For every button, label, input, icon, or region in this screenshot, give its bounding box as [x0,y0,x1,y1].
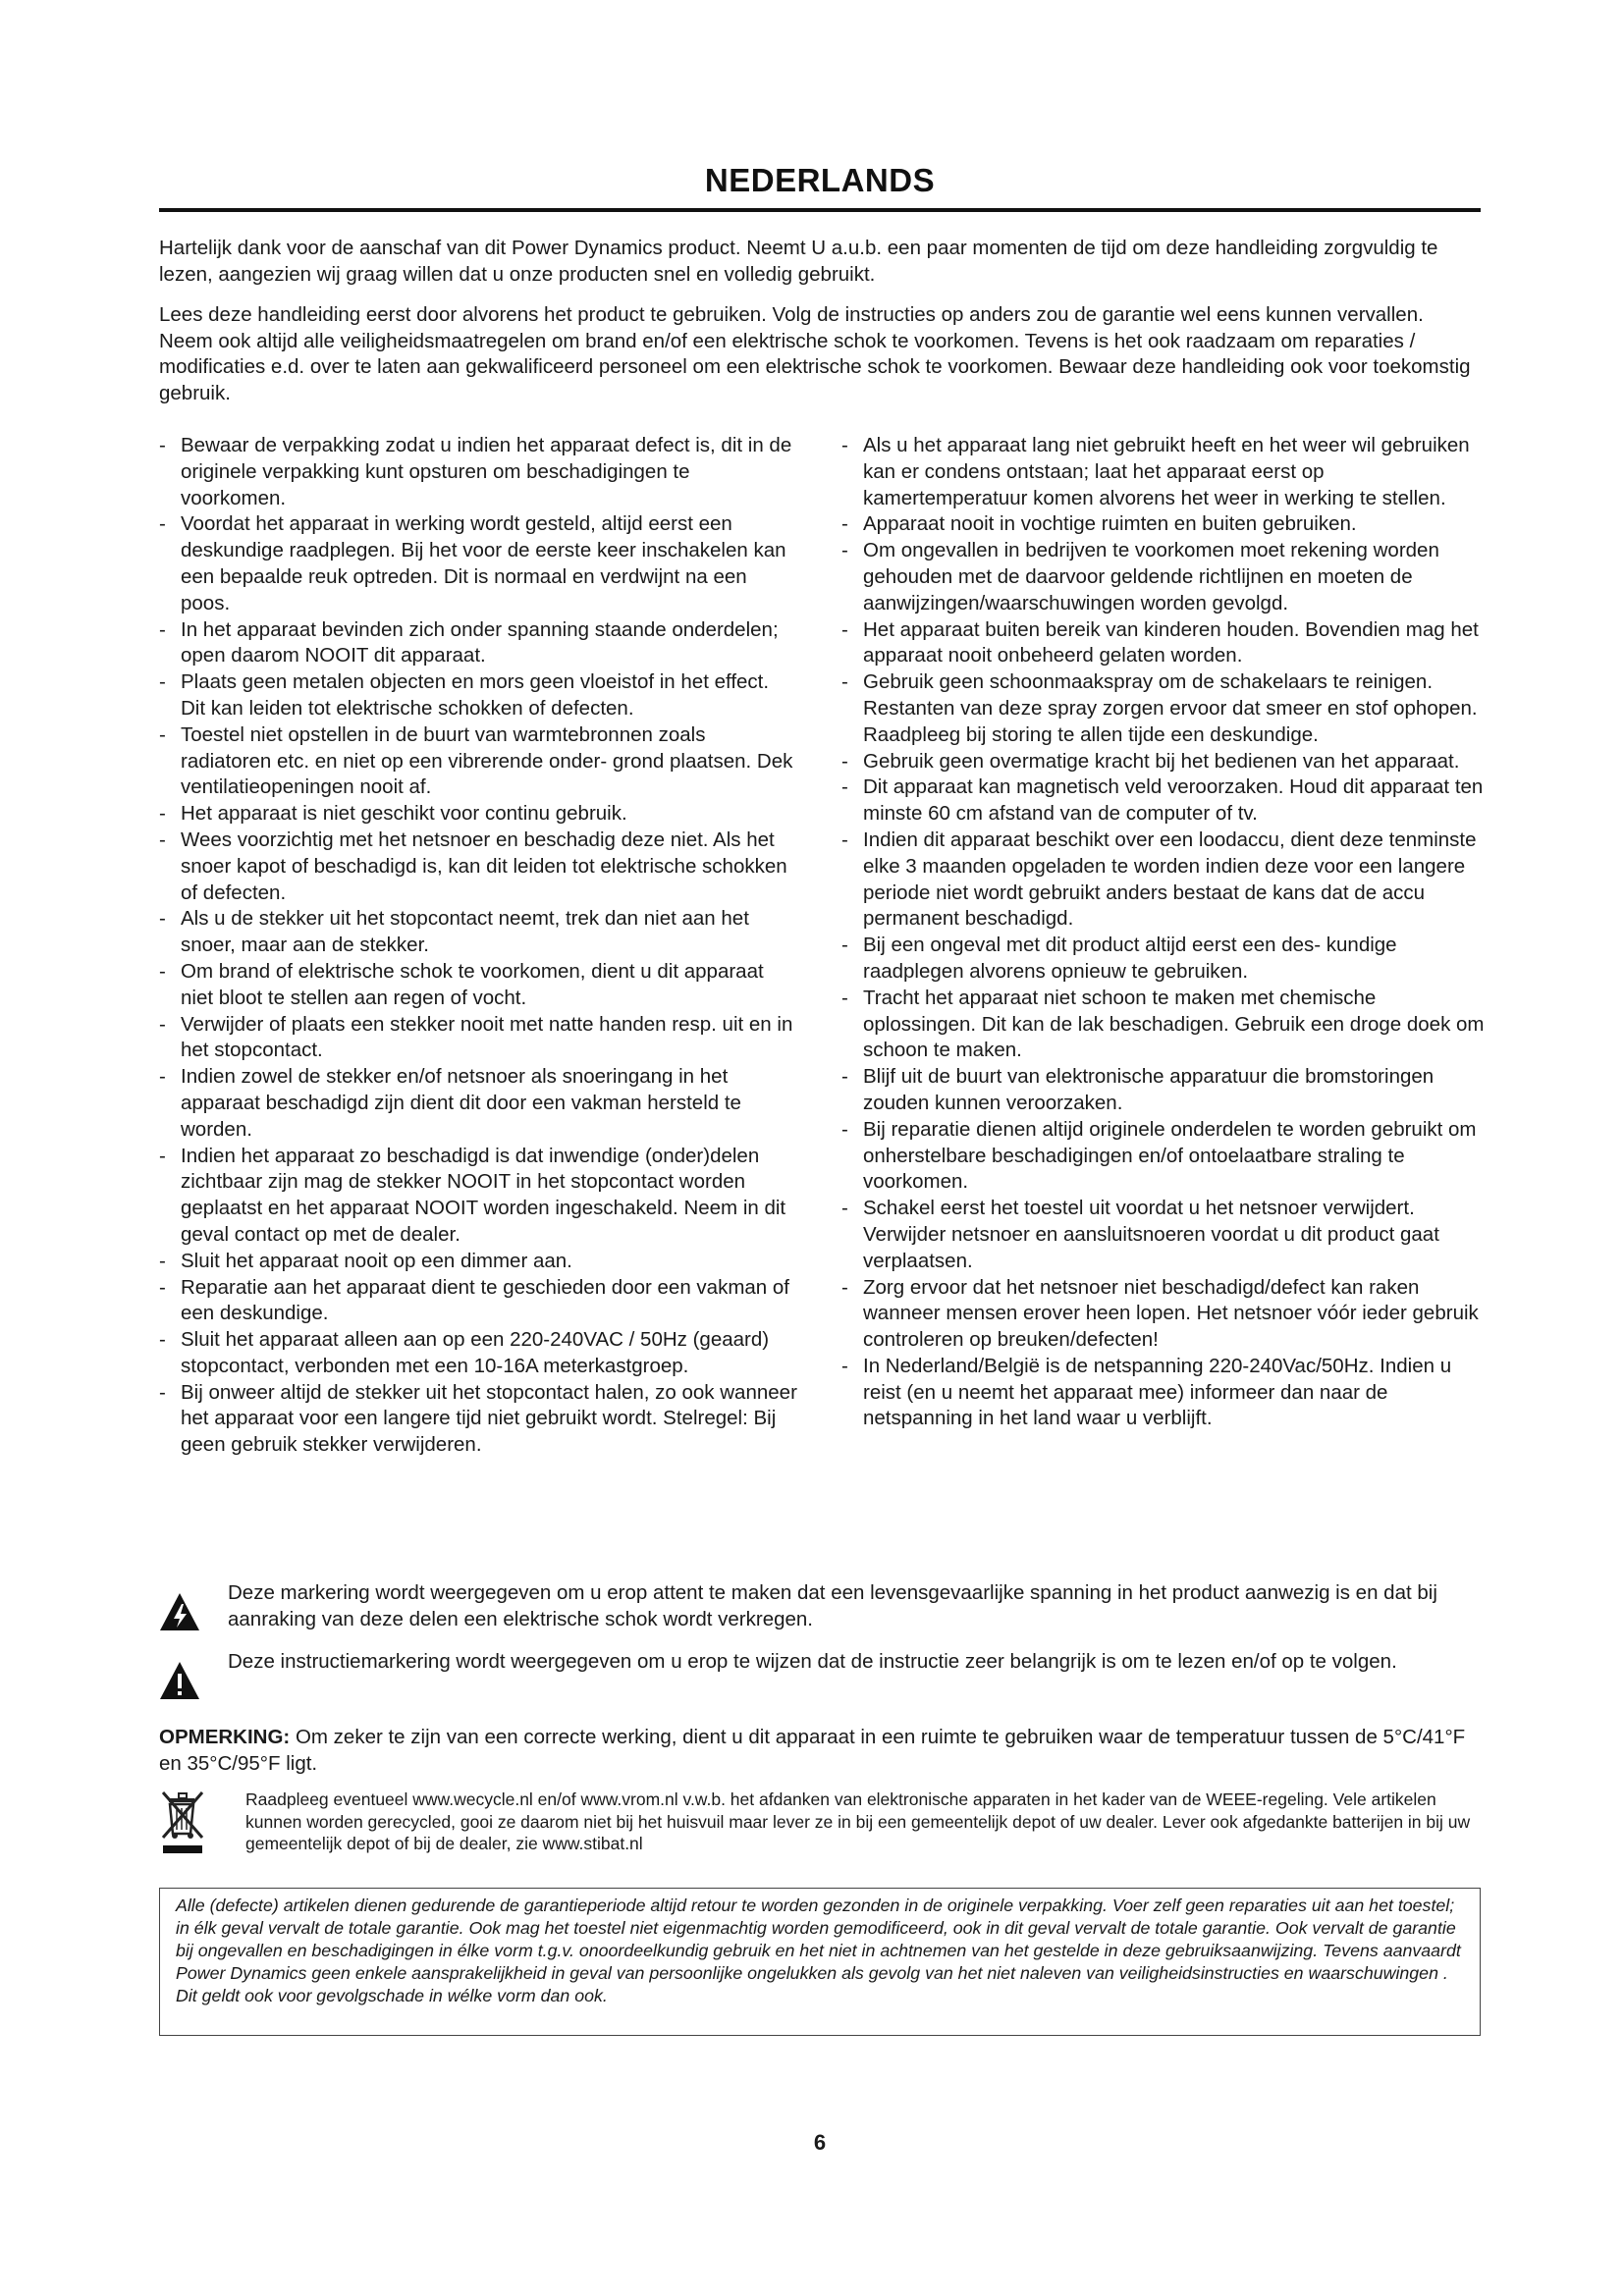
bullet-dash: - [841,1065,848,1089]
list-item-text: Plaats geen metalen objecten en mors geen vloeistof in het effect. Dit kan leiden tot elektrische schokken of defecten. [181,670,770,720]
list-item-text: Tracht het apparaat niet schoon te maken met chemische oplossingen. Dit kan de lak beschadigen. Gebruik een droge doek om schoon te maken. [863,986,1485,1062]
bullet-dash: - [159,1144,166,1167]
list-item [841,538,1485,616]
lightning-triangle-icon [159,1592,200,1631]
list-item-text: Als u de stekker uit het stopcontact neemt, trek dan niet aan het snoer, maar aan de stekker. [181,907,749,957]
bullet-dash: - [841,539,848,562]
list-item [159,1275,797,1328]
list-item [159,433,797,511]
intro-paragraph-1: Hartelijk dank voor de aanschaf van dit Power Dynamics product. Neemt U a.u.b. een paar momenten de tijd om deze handleiding zorgvuldig te lezen, aangezien wij graag willen dat u onze producten snel en volledig gebruikt. [159,237,1438,286]
list-item-text: Als u het apparaat lang niet gebruikt heeft en het weer wil gebruiken kan er condens ontstaan; laat het apparaat eerst op kamertemperatuur komen alvorens het weer in werking te stellen. [863,434,1470,509]
instruction-warning [159,1649,1481,1676]
list-item-text: In Nederland/België is de netspanning 220-240Vac/50Hz. Indien u reist (en u neemt het apparaat mee) informeer dan naar de netspanning in het land waar u verblijft. [863,1354,1452,1430]
bullet-dash: - [159,907,166,931]
list-item [841,511,1485,538]
bullet-dash: - [159,617,166,641]
list-item [159,1012,797,1065]
list-item-text: Voordat het apparaat in werking wordt gesteld, altijd eerst een deskundige raadplegen. Bij het voor de eerste keer inschakelen kan een bepaalde reuk optreden. Dit is normaal en verdwijnt na een poos. [181,512,786,614]
warranty-text: Alle (defecte) artikelen dienen gedurende de garantieperiode altijd retour te worden gezonden in de originele verpakking. Voer zelf geen reparaties uit aan het toestel; in élk geval vervalt de totale garantie. Ook mag het toestel niet eigenmachtig worden gemodificeerd, ook in dit geval vervalt de totale garantie. Ook vervalt de garantie bij ongevallen en beschadigingen in élke vorm t.g.v. onoordeelkundig gebruik en het niet in achtnemen van het gestelde in deze gebruiksaanwijzing. Tevens aanvaardt Power Dynamics geen enkele aansprakelijkheid in geval van persoonlijke ongelukken als gevolg van het niet naleven van veiligheidsinstructies en waarschuwingen . Dit geldt ook voor gevolgschade in wélke vorm dan ook. [176,1896,1461,2005]
bullet-dash: - [159,434,166,456]
safety-list-right [841,433,1485,1432]
page-number: 6 [813,2130,827,2155]
list-item [159,1249,797,1275]
list-item [159,1380,797,1459]
bullet-dash: - [841,670,848,694]
bullet-dash: - [159,802,166,826]
list-item [841,1275,1485,1354]
page-title: NEDERLANDS [704,162,936,198]
exclamation-triangle-icon [159,1661,200,1700]
list-item-text: Indien zowel de stekker en/of netsnoer als snoeringang in het apparaat beschadigd zijn dient dit door een vakman hersteld te worden. [181,1065,741,1141]
bullet-dash: - [159,512,166,536]
safety-list-left [159,433,797,1459]
list-item-text: Sluit het apparaat alleen aan op een 220-240VAC / 50Hz (geaard) stopcontact, verbonden met een 10-16A meterkastgroep. [181,1328,770,1377]
weee-text: Raadpleeg eventueel www.wecycle.nl en/of www.vrom.nl v.w.b. het afdanken van elektronische apparaten in het kader van de WEEE-regeling. Vele artikelen kunnen worden gerecycled, gooi ze daarom niet bij het huisvuil maar lever ze in bij een gemeentelijk depot of uw dealer. Lever ook afgedankte batterijen in bij uw gemeentelijk depot of bij de dealer, zie www.stibat.nl [245,1789,1471,1853]
list-item [841,433,1485,511]
weee-notice [159,1789,1481,1855]
list-item [159,617,797,670]
list-item-text: Toestel niet opstellen in de buurt van warmtebronnen zoals radiatoren etc. en niet op een vibrerende onder- grond plaatsen. Dek ventilatieopeningen nooit af. [181,722,793,799]
bullet-dash: - [841,986,848,1009]
list-item-text: Bij reparatie dienen altijd originele onderdelen te worden gebruikt om onherstelbare beschadigingen en/of ontoelaatbare straling te voorkomen. [863,1117,1477,1194]
bullet-dash: - [841,434,848,456]
list-item [841,669,1485,748]
list-item [841,828,1485,933]
list-item-text: Bij onweer altijd de stekker uit het stopcontact halen, zo ook wanneer het apparaat voor een langere tijd niet gebruikt wordt. Stelregel: Bij geen gebruik stekker verwijderen. [181,1380,797,1457]
warranty-box [159,1888,1481,2036]
bullet-dash: - [841,828,848,851]
list-item-text: Verwijder of plaats een stekker nooit met natte handen resp. uit en in het stopcontact. [181,1012,793,1062]
list-item-text: Gebruik geen overmatige kracht bij het bedienen van het apparaat. [863,749,1460,773]
voltage-warning [159,1580,1481,1632]
bullet-dash: - [159,828,166,851]
intro-paragraph-2: Lees deze handleiding eerst door alvorens het product te gebruiken. Volg de instructies op anders zou de garantie wel eens kunnen vervallen. Neem ook altijd alle veiligheidsmaatregelen om brand en/of een elektrische schok te voorkomen. Tevens is het ook raadzaam om reparaties / modificaties e.d. over te laten aan gekwalificeerd personeel om een elektrische schok te voorkomen. Bewaar deze handleiding ook voor toekomstig gebruik. [159,303,1471,404]
list-item-text: Het apparaat is niet geschikt voor continu gebruik. [181,802,627,826]
bullet-dash: - [841,749,848,773]
bullet-dash: - [159,670,166,694]
list-item [159,828,797,906]
temperature-note [159,1725,1481,1777]
bullet-dash: - [841,1354,848,1377]
bullet-dash: - [841,1197,848,1220]
list-item-text: Indien dit apparaat beschikt over een loodaccu, dient deze tenminste elke 3 maanden opgeladen te worden indien deze voor een langere periode niet wordt gebruikt anders bestaat de kans dat de accu permanent beschadigd. [863,828,1477,931]
list-item [159,1327,797,1380]
list-item [841,986,1485,1064]
bullet-dash: - [841,1117,848,1141]
bullet-dash: - [159,1328,166,1352]
note-text: Om zeker te zijn van een correcte werking, dient u dit apparaat in een ruimte te gebruiken waar de temperatuur tussen de 5°C/41°F en 35°C/95°F ligt. [159,1726,1466,1775]
list-item [841,933,1485,986]
bullet-dash: - [159,959,166,983]
list-item-text: Apparaat nooit in vochtige ruimten en buiten gebruiken. [863,512,1357,536]
voltage-warning-text: Deze markering wordt weergegeven om u erop attent te maken dat een levensgevaarlijke spanning in het product aanwezig is en dat bij aanraking van deze delen een elektrische schok wordt verkregen. [228,1581,1437,1630]
bullet-dash: - [841,512,848,536]
list-item [841,617,1485,670]
list-item [159,722,797,801]
list-item [159,959,797,1012]
list-item-text: Gebruik geen schoonmaakspray om de schakelaars te reinigen. Restanten van deze spray zorgen ervoor dat smeer en stof ophopen. Raadpleeg bij storing te allen tijde een deskundige. [863,670,1478,746]
list-item-text: Schakel eerst het toestel uit voordat u het netsnoer verwijdert. Verwijder netsnoer en aansluitsnoeren voordat u dit product gaat verplaatsen. [863,1197,1439,1272]
crossed-bin-icon [159,1789,206,1855]
list-item-text: Indien het apparaat zo beschadigd is dat inwendige (onder)delen zichtbaar zijn mag de stekker NOOIT in het stopcontact worden geplaatst en het apparaat NOOIT worden ingeschakeld. Neem in dit geval contact op met de dealer. [181,1144,786,1246]
bullet-dash: - [841,775,848,799]
list-item-text: Sluit het apparaat nooit op een dimmer aan. [181,1249,572,1272]
list-item-text: Om ongevallen in bedrijven te voorkomen moet rekening worden gehouden met de daarvoor geldende richtlijnen en moeten de aanwijzingen/waarschuwingen worden gevolgd. [863,539,1439,614]
bullet-dash: - [159,1012,166,1036]
list-item [841,1354,1485,1432]
bullet-dash: - [159,1065,166,1089]
bullet-dash: - [159,1249,166,1272]
list-item [159,669,797,722]
title-rule [159,208,1481,212]
list-item [841,1117,1485,1196]
bullet-dash: - [841,617,848,641]
list-item-text: Bewaar de verpakking zodat u indien het apparaat defect is, dit in de originele verpakking kunt opsturen om beschadigingen te voorkomen. [181,434,792,509]
list-item [159,801,797,828]
list-item-text: Wees voorzichtig met het netsnoer en beschadig deze niet. Als het snoer kapot of beschadigd is, kan dit leiden tot elektrische schokken of defecten. [181,828,787,904]
instruction-warning-text: Deze instructiemarkering wordt weergegeven om u erop te wijzen dat de instructie zeer belangrijk is om te lezen en/of op te volgen. [228,1650,1397,1673]
list-item-text: In het apparaat bevinden zich onder spanning staande onderdelen; open daarom NOOIT dit apparaat. [181,617,779,667]
list-item [841,774,1485,828]
note-label: OPMERKING: [159,1726,291,1748]
bullet-dash: - [159,722,166,746]
bullet-dash: - [159,1275,166,1299]
list-item-text: Zorg ervoor dat het netsnoer niet beschadigd/defect kan raken wanneer mensen erover heen lopen. Het netsnoer vóór ieder gebruik controleren op breuken/defecten! [863,1275,1479,1352]
list-item-text: Het apparaat buiten bereik van kinderen houden. Bovendien mag het apparaat nooit onbeheerd gelaten worden. [863,617,1479,667]
list-item [841,1196,1485,1274]
list-item-text: Dit apparaat kan magnetisch veld veroorzaken. Houd dit apparaat ten minste 60 cm afstand van de computer of tv. [863,775,1484,826]
list-item [159,511,797,616]
list-item [159,1064,797,1143]
list-item-text: Om brand of elektrische schok te voorkomen, dient u dit apparaat niet bloot te stellen aan regen of vocht. [181,959,764,1009]
bullet-dash: - [841,934,848,957]
list-item [159,906,797,959]
list-item-text: Bij een ongeval met dit product altijd eerst een des- kundige raadplegen alvorens opnieuw te gebruiken. [863,934,1397,983]
list-item [841,749,1485,775]
list-item [841,1064,1485,1117]
bullet-dash: - [841,1275,848,1299]
list-item [159,1144,797,1249]
bullet-dash: - [159,1380,166,1404]
list-item-text: Reparatie aan het apparaat dient te geschieden door een vakman of een deskundige. [181,1275,789,1325]
list-item-text: Blijf uit de buurt van elektronische apparatuur die bromstoringen zouden kunnen veroorzaken. [863,1065,1435,1114]
